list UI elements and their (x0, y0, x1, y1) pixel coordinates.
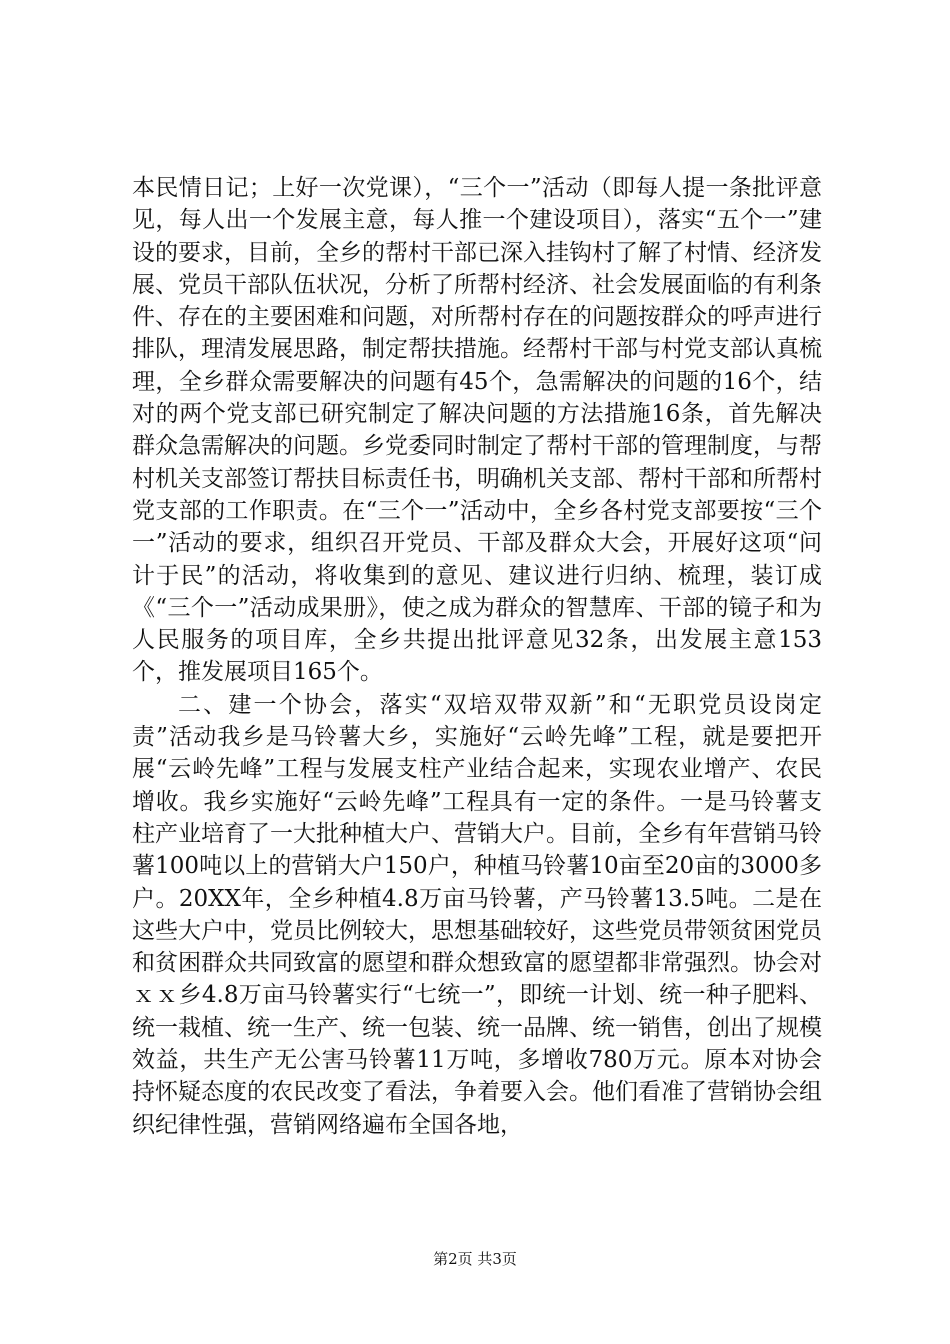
document-body (132, 172, 822, 1141)
paragraph-1: 本民情日记；上好一次党课），“三个一”活动（即每人提一条批评意见，每人出一个发展主意，每人推一个建设项目），落实“五个一”建设的要求，目前，全乡的帮村干部已深入挂钩村了解了村情、经济发展、党员干部队伍状况，分析了所帮村经济、社会发展面临的有利条件、存在的主要困难和问题，对所帮村存在的问题按群众的呼声进行排队，理清发展思路，制定帮扶措施。经帮村干部与村党支部认真梳理，全乡群众需要解决的问题有45个，急需解决的问题的16个，结对的两个党支部已研究制定了解决问题的方法措施16条，首先解决群众急需解决的问题。乡党委同时制定了帮村干部的管理制度，与帮村机关支部签订帮扶目标责任书，明确机关支部、帮村干部和所帮村党支部的工作职责。在“三个一”活动中，全乡各村党支部要按“三个一”活动的要求，组织召开党员、干部及群众大会，开展好这项“问计于民”的活动，将收集到的意见、建议进行归纳、梳理，装订成《“三个一”活动成果册》，使之成为群众的智慧库、干部的镜子和为人民服务的项目库，全乡共提出批评意见32条，出发展主意153个，推发展项目165个。 (132, 175, 822, 686)
page-number: 第2页 共3页 (433, 1250, 517, 1268)
paragraph-2: 二、建一个协会，落实“双培双带双新”和“无职党员设岗定责”活动我乡是马铃薯大乡，实施好“云岭先峰”工程，就是要把开展“云岭先峰”工程与发展支柱产业结合起来，实现农业增产、农民增收。我乡实施好“云岭先峰”工程具有一定的条件。一是马铃薯支柱产业培育了一大批种植大户、营销大户。目前，全乡有年营销马铃薯100吨以上的营销大户150户，种植马铃薯10亩至20亩的3000多户。20XX年，全乡种植4.8万亩马铃薯，产马铃薯13.5吨。二是在这些大户中，党员比例较大，思想基础较好，这些党员带领贫困党员和贫困群众共同致富的愿望和群众想致富的愿望都非常强烈。协会对ｘｘ乡4.8万亩马铃薯实行“七统一”，即统一计划、统一种子肥料、统一栽植、统一生产、统一包装、统一品牌、统一销售，创出了规模效益，共生产无公害马铃薯11万吨，多增收780万元。原本对协会持怀疑态度的农民改变了看法，争着要入会。他们看准了营销协会组织纪律性强，营销网络遍布全国各地， (132, 691, 822, 1138)
page-footer (0, 1249, 950, 1269)
